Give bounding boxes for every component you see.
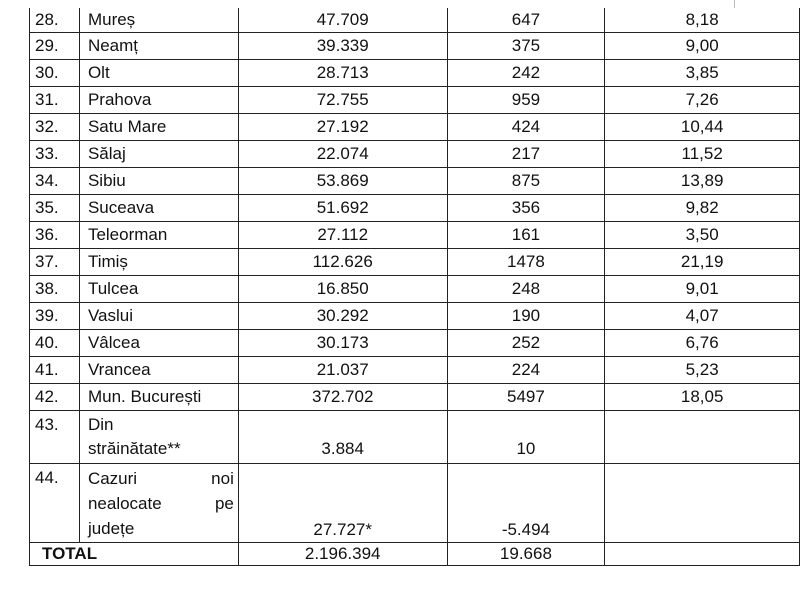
rate-cell: 13,89 [605, 168, 800, 195]
rate-cell: 11,52 [605, 141, 800, 168]
population-cell: 28.713 [238, 60, 447, 87]
table-row [30, 141, 800, 168]
row-number: 30. [30, 60, 80, 87]
total-population: 2.196.394 [238, 543, 447, 566]
county-name-line-2 [88, 491, 234, 516]
rate-cell: 3,50 [605, 222, 800, 249]
cases-cell: 647 [447, 8, 605, 33]
cases-cell: 1478 [447, 249, 605, 276]
rate-cell: 10,44 [605, 114, 800, 141]
row-number: 32. [30, 114, 80, 141]
cases-cell: 959 [447, 87, 605, 114]
cases-cell: 356 [447, 195, 605, 222]
cases-cell: 217 [447, 141, 605, 168]
population-cell: 72.755 [238, 87, 447, 114]
county-name: Vaslui [79, 303, 238, 330]
county-name: Vrancea [79, 357, 238, 384]
population-cell: 53.869 [238, 168, 447, 195]
county-name-line-1: Din [87, 415, 114, 434]
cases-cell: 375 [447, 33, 605, 60]
table-row [30, 330, 800, 357]
county-name-line-2: străinătate** [87, 439, 181, 458]
rate-cell: 6,76 [605, 330, 800, 357]
county-name: Prahova [79, 87, 238, 114]
cases-cell: 161 [447, 222, 605, 249]
row-number: 44. [30, 464, 80, 543]
row-number: 39. [30, 303, 80, 330]
rate-cell: 21,19 [605, 249, 800, 276]
population-cell: 30.292 [238, 303, 447, 330]
rate-cell: 7,26 [605, 87, 800, 114]
row-number: 40. [30, 330, 80, 357]
row-number: 33. [30, 141, 80, 168]
word: pe [214, 494, 234, 513]
table-row [30, 357, 800, 384]
row-number: 38. [30, 276, 80, 303]
population-cell: 27.727* [238, 464, 447, 543]
row-number: 31. [30, 87, 80, 114]
cases-cell: 242 [447, 60, 605, 87]
table-row-abroad [30, 411, 800, 464]
page-edge-line [734, 0, 735, 8]
cases-cell: -5.494 [447, 464, 605, 543]
cases-cell: 224 [447, 357, 605, 384]
table-row [30, 114, 800, 141]
total-label: TOTAL [30, 543, 239, 566]
row-number: 29. [30, 33, 80, 60]
word: nealocate [87, 494, 162, 513]
row-number: 37. [30, 249, 80, 276]
row-number: 28. [30, 8, 80, 33]
county-name: Suceava [79, 195, 238, 222]
cases-cell: 424 [447, 114, 605, 141]
word: noi [211, 469, 234, 488]
rate-cell: 9,01 [605, 276, 800, 303]
population-cell: 27.112 [238, 222, 447, 249]
table-row [30, 168, 800, 195]
county-name: Mun. București [79, 384, 238, 411]
table-row [30, 60, 800, 87]
rate-cell [605, 464, 800, 543]
row-number: 43. [30, 411, 80, 464]
population-cell: 22.074 [238, 141, 447, 168]
county-name: Vâlcea [79, 330, 238, 357]
row-number: 35. [30, 195, 80, 222]
rate-cell: 9,00 [605, 33, 800, 60]
county-name: Mureș [79, 8, 238, 33]
rate-cell [605, 411, 800, 464]
table-row [30, 384, 800, 411]
population-cell: 372.702 [238, 384, 447, 411]
county-name: Sibiu [79, 168, 238, 195]
county-name [79, 411, 238, 464]
population-cell: 47.709 [238, 8, 447, 33]
covid-cases-table [29, 8, 800, 566]
rate-cell: 5,23 [605, 357, 800, 384]
rate-cell: 8,18 [605, 8, 800, 33]
rate-cell: 3,85 [605, 60, 800, 87]
cases-cell: 248 [447, 276, 605, 303]
table-row-unallocated [30, 464, 800, 543]
row-number: 36. [30, 222, 80, 249]
population-cell: 21.037 [238, 357, 447, 384]
table-row [30, 249, 800, 276]
rate-cell: 18,05 [605, 384, 800, 411]
county-name: Satu Mare [79, 114, 238, 141]
row-number: 34. [30, 168, 80, 195]
row-number: 42. [30, 384, 80, 411]
cases-cell: 5497 [447, 384, 605, 411]
table-row [30, 222, 800, 249]
county-name [79, 464, 238, 543]
row-number: 41. [30, 357, 80, 384]
population-cell: 30.173 [238, 330, 447, 357]
county-name: Olt [79, 60, 238, 87]
total-cases: 19.668 [447, 543, 605, 566]
table-row [30, 276, 800, 303]
cases-cell: 10 [447, 411, 605, 464]
population-cell: 16.850 [238, 276, 447, 303]
table-body [30, 8, 800, 566]
population-cell: 27.192 [238, 114, 447, 141]
county-name: Teleorman [79, 222, 238, 249]
population-cell: 39.339 [238, 33, 447, 60]
table-row [30, 8, 800, 33]
rate-cell: 9,82 [605, 195, 800, 222]
county-name: Sălaj [79, 141, 238, 168]
cases-cell: 252 [447, 330, 605, 357]
total-rate [605, 543, 800, 566]
county-name-line-1 [88, 466, 234, 491]
table-row [30, 33, 800, 60]
county-name: Neamț [79, 33, 238, 60]
table-row-total [30, 543, 800, 566]
county-name: Tulcea [79, 276, 238, 303]
county-name: Timiș [79, 249, 238, 276]
table-row [30, 303, 800, 330]
table-row [30, 87, 800, 114]
cases-cell: 190 [447, 303, 605, 330]
population-cell: 51.692 [238, 195, 447, 222]
word: Cazuri [87, 469, 138, 488]
table-row [30, 195, 800, 222]
population-cell: 3.884 [238, 411, 447, 464]
population-cell: 112.626 [238, 249, 447, 276]
county-name-line-3: județe [87, 519, 135, 538]
rate-cell: 4,07 [605, 303, 800, 330]
cases-cell: 875 [447, 168, 605, 195]
